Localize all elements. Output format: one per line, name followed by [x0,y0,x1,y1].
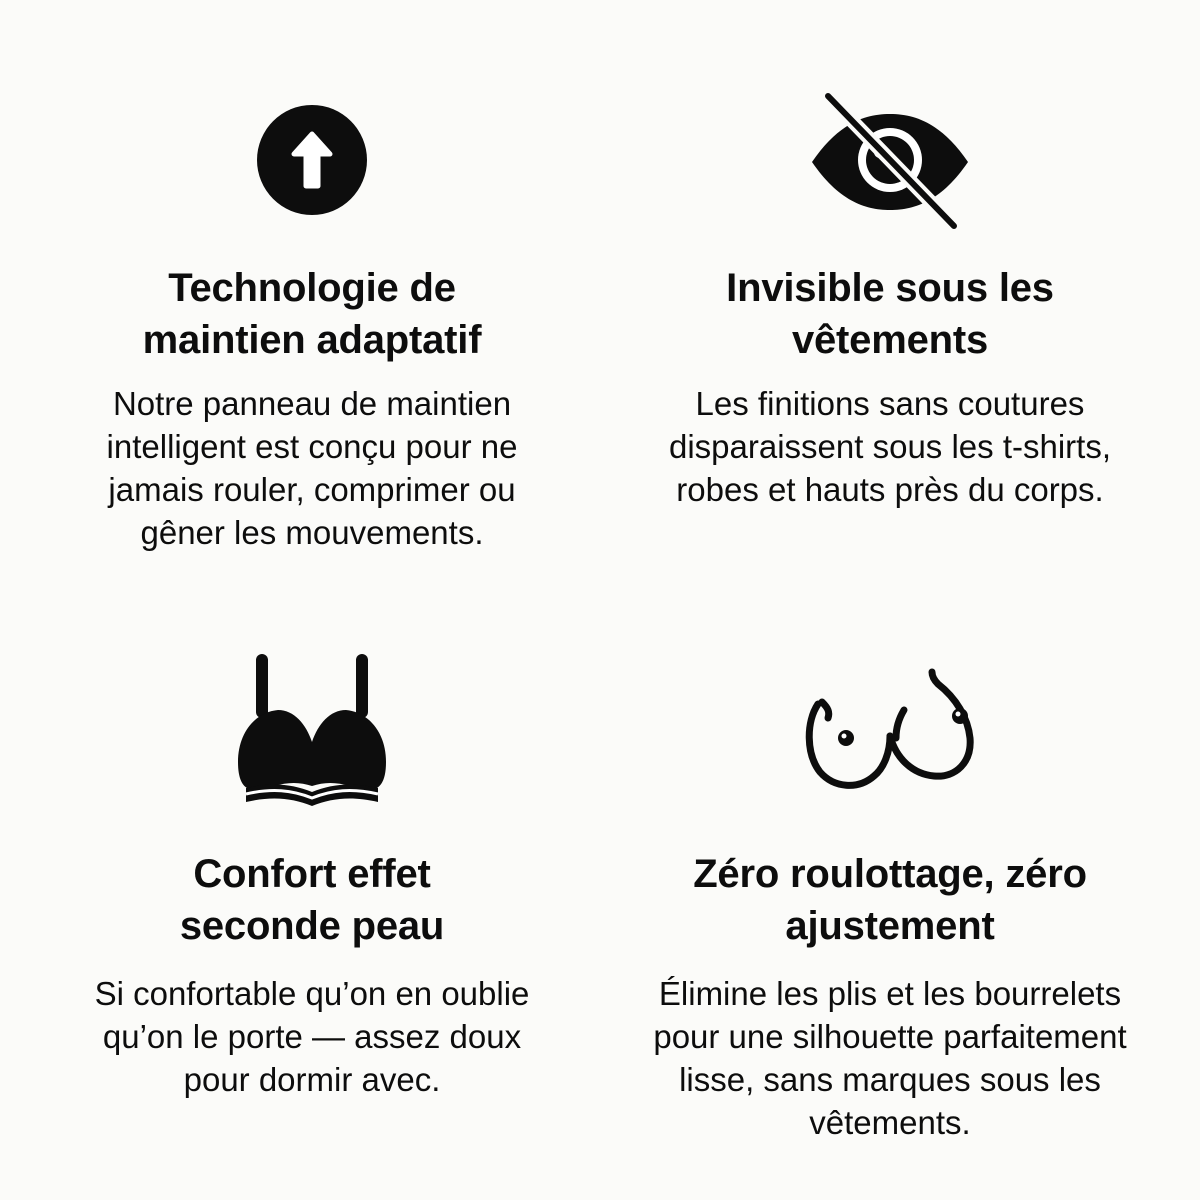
eye-slash-icon [808,92,972,232]
feature-title: Technologie de maintien adaptatif [142,266,482,362]
feature-title: Invisible sous les vêtements [726,266,1054,362]
feature-description: Si confortable qu’on en oublie qu’on le porte — assez doux pour dormir avec. [94,975,530,1098]
feature-title: Zéro roulottage, zéro ajustement [693,852,1087,948]
feature-description: Les finitions sans coutures disparaissent sous les t-shirts, robes et hauts près du corps. [668,385,1111,508]
feature-description: Notre panneau de maintien intelligent est conçu pour ne jamais rouler, comprimer ou gêner les mouvements. [106,385,518,551]
breasts-icon [800,664,980,794]
feature-description: Élimine les plis et les bourrelets pour une silhouette parfaitement lisse, sans marques sous les vêtements. [653,975,1127,1141]
bra-icon [232,650,392,810]
arrow-up-circle-icon [256,104,368,216]
feature-title: Confort effet seconde peau [179,852,445,948]
